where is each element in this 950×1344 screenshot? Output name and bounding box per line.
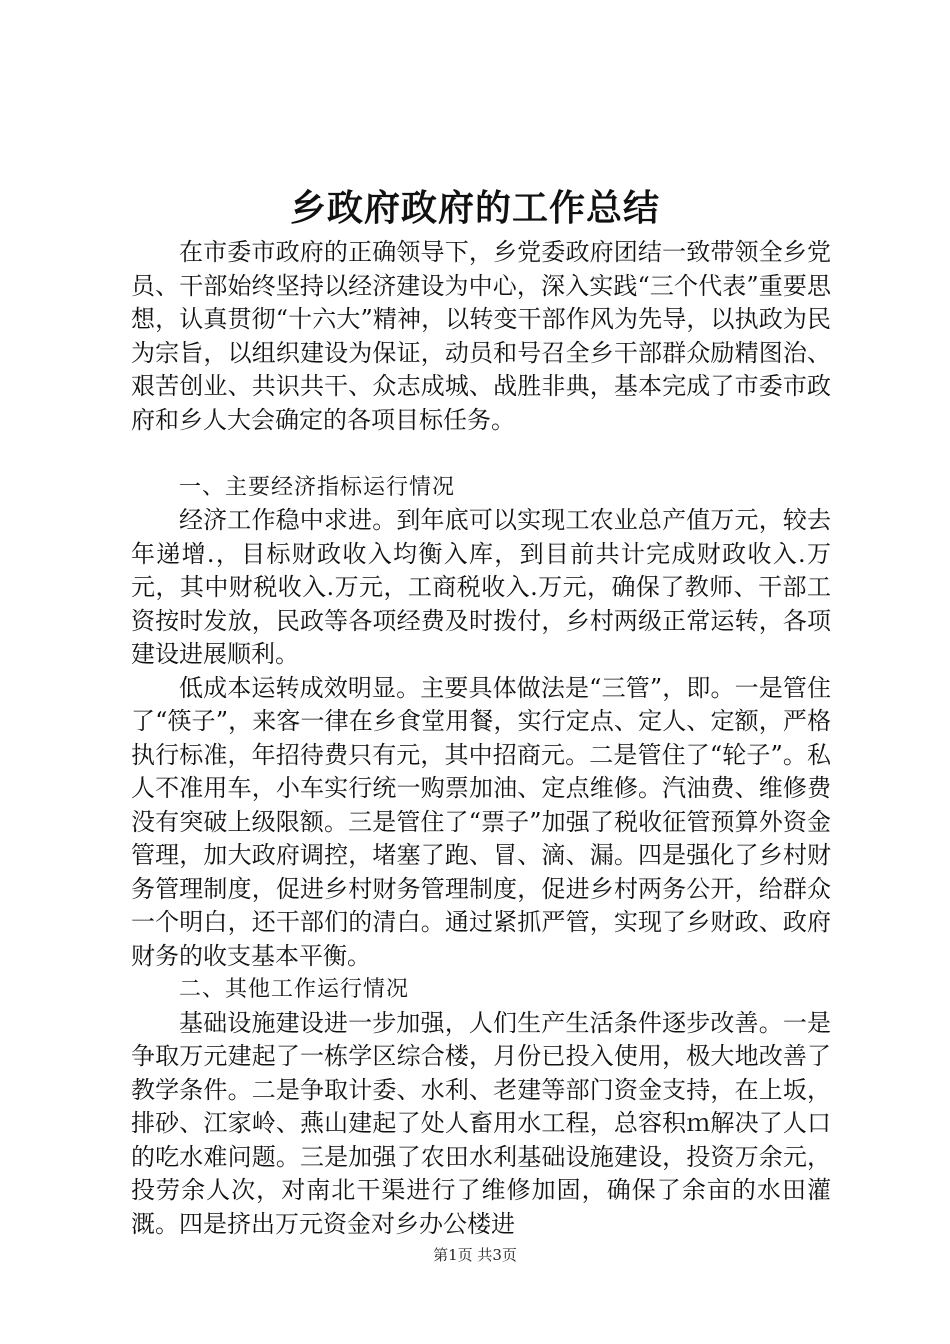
page-number-footer: 第1页 共3页 — [433, 1246, 517, 1264]
infrastructure-paragraph: 基础设施建设进一步加强，人们生产生活条件逐步改善。一是争取万元建起了一栋学区综合楼，月份已投入使用，极大地改善了教学条件。二是争取计委、水利、老建等部门资金支持，在上坂，排砂、江家岭、燕山建起了处人畜用水工程，总容积ｍ解决了人口的吃水难问题。三是加强了农田水利基础设施建设，投资万余元，投劳余人次，对南北干渠进行了维修加固，确保了余亩的水田灌溉。四是挤出万元资金对乡办公楼进 — [131, 1008, 831, 1238]
document-title: 乡政府政府的工作总结 — [289, 187, 660, 229]
document-body — [131, 236, 831, 1241]
intro-paragraph: 在市委市政府的正确领导下，乡党委政府团结一致带领全乡党员、干部始终坚持以经济建设为中心，深入实践“三个代表”重要思想，认真贯彻“十六大”精神，以转变干部作风为先导，以执政为民为宗旨，以组织建设为保证，动员和号召全乡干部群众励精图治、艰苦创业、共识共干、众志成城、战胜非典，基本完成了市委市政府和乡人大会确定的各项目标任务。 — [131, 238, 831, 434]
low-cost-paragraph: 低成本运转成效明显。主要具体做法是“三管”，即。一是管住了“筷子”，来客一律在乡食堂用餐，实行定点、定人、定额，严格执行标准，年招待费只有元，其中招商元。二是管住了“轮子”。私人不准用车，小车实行统一购票加油、定点维修。汽油费、维修费没有突破上级限额。三是管住了“票子”加强了税收征管预算外资金管理，加大政府调控，堵塞了跑、冒、滴、漏。四是强化了乡村财务管理制度，促进乡村财务管理制度，促进乡村两务公开，给群众一个明白，还干部们的清白。通过紧抓严管，实现了乡财政、政府财务的收支基本平衡。 — [131, 673, 831, 970]
economic-paragraph: 经济工作稳中求进。到年底可以实现工农业总产值万元，较去年递增.，目标财政收入均衡入库，到目前共计完成财政收入.万元，其中财税收入.万元，工商税收入.万元，确保了教师、干部工资按时发放，民政等各项经费及时拨付，乡村两级正常运转，各项建设进展顺利。 — [131, 506, 831, 668]
section-heading-other-work: 二、其他工作运行情况 — [179, 977, 410, 1002]
section-heading-economic: 一、主要经济指标运行情况 — [179, 474, 456, 500]
